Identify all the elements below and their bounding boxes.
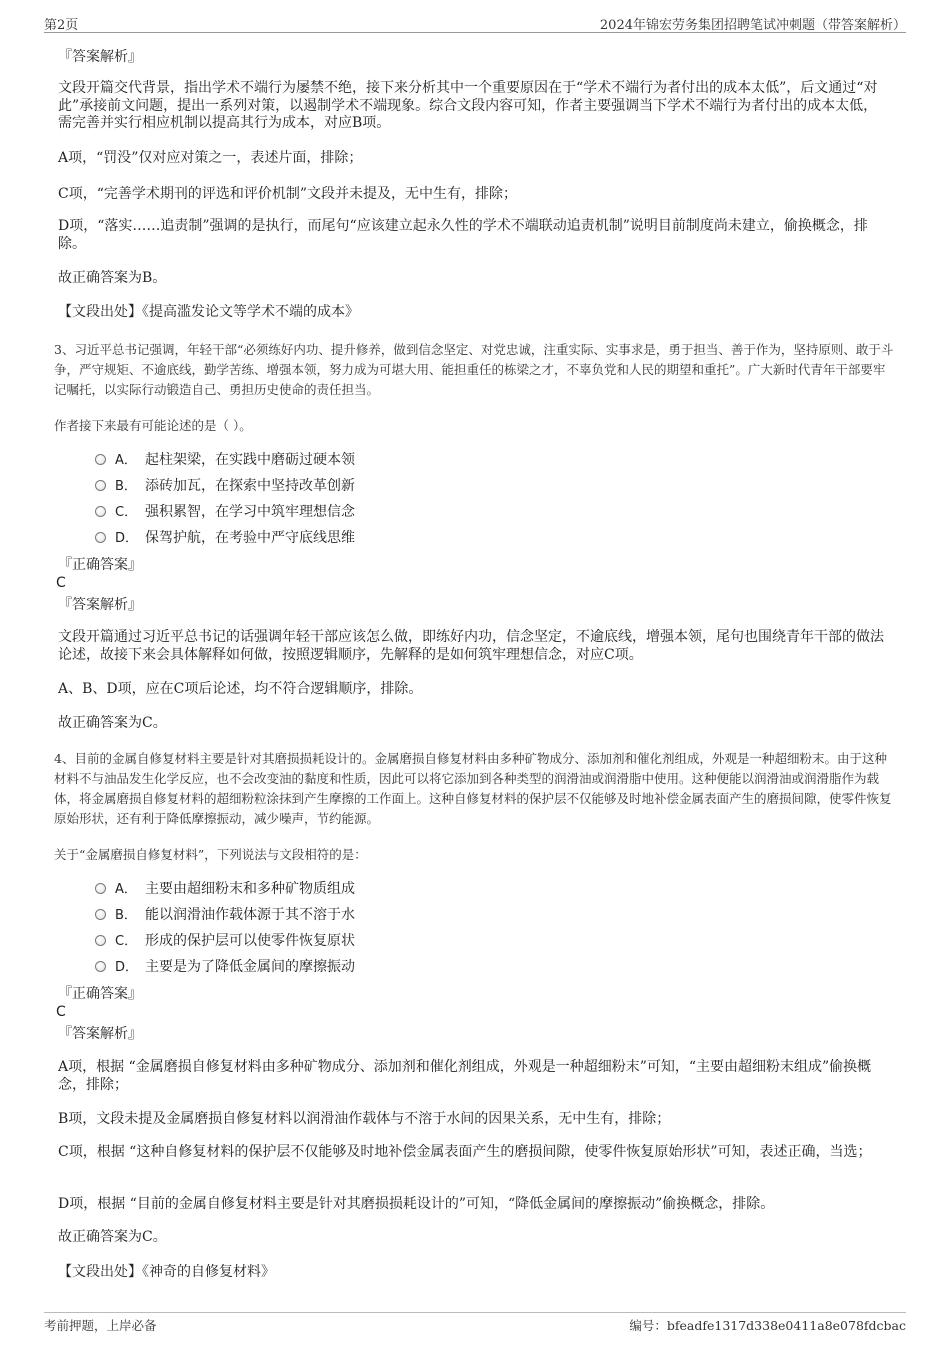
analysis-label: 『答案解析』: [58, 597, 142, 613]
question-prompt: 作者接下来最有可能论述的是（ ）。: [54, 418, 252, 433]
option-d[interactable]: D． 主要是为了降低金属间的摩擦振动: [95, 958, 355, 977]
page-header: [44, 10, 906, 33]
conclusion-text: 故正确答案为C。: [58, 1229, 167, 1245]
page-footer: [44, 1312, 906, 1337]
radio-icon[interactable]: [95, 909, 106, 920]
analysis-paragraph: B项，文段未提及金属磨损自修复材料以润滑油作载体与不溶于水间的因果关系，无中生有，排除；: [58, 1111, 671, 1127]
option-a[interactable]: A． 起柱架梁，在实践中磨砺过硬本领: [95, 451, 355, 470]
source-citation: 【文段出处】《提高滥发论文等学术不端的成本》: [58, 304, 359, 320]
question-stem: 3、习近平总书记强调，年轻干部“必须练好内功、提升修养，做到信念坚定、对党忠诚，注重实际、实事求是，勇于担当、善于作为，坚持原则、敢于斗争，严守规矩、不逾底线，勤学苦练、增强本领，努力成为可堪大用、能担重任的栋梁之才，不辜负党和人民的期望和重托”。广大新时代青年干部要牢记嘱托，以实际行动锻造自己、勇担历史使命的责任担当。: [54, 342, 894, 397]
radio-icon[interactable]: [95, 935, 106, 946]
document-id: 编号：bfeadfe1317d338e0411a8e078fdcbac: [629, 1318, 906, 1333]
analysis-paragraph: D项，根据 “目前的金属自修复材料主要是针对其磨损损耗设计的”可知，“降低金属间的摩擦振动”偷换概念，排除。: [58, 1196, 775, 1212]
question-prompt: 关于“金属磨损自修复材料”，下列说法与文段相符的是：: [54, 847, 367, 862]
analysis-label: 『答案解析』: [58, 1026, 142, 1042]
correct-answer-value: C: [56, 1004, 66, 1020]
footer-slogan: 考前押题，上岸必备: [44, 1318, 157, 1333]
correct-answer-value: C: [56, 575, 66, 591]
analysis-paragraph: D项，“落实……追责制”强调的是执行，而尾句“应该建立起永久性的学术不端联动追责机制”说明目前制度尚未建立，偷换概念，排除。: [58, 218, 868, 252]
option-c[interactable]: C． 强积累智，在学习中筑牢理想信念: [95, 503, 355, 522]
analysis-paragraph: A项，根据 “金属磨损自修复材料由多种矿物成分、添加剂和催化剂组成，外观是一种超细粉末”可知，“主要由超细粉末组成”偷换概念，排除；: [58, 1059, 872, 1093]
analysis-paragraph: 文段开篇通过习近平总书记的话强调年轻干部应该怎么做，即练好内功，信念坚定，不逾底线，增强本领，尾句也围绕青年干部的做法论述，故接下来会具体解释如何做，按照逻辑顺序，先解释的是如何筑牢理想信念，对应C项。: [58, 629, 884, 663]
conclusion-text: 故正确答案为B。: [58, 270, 167, 286]
radio-icon[interactable]: [95, 532, 106, 543]
conclusion-text: 故正确答案为C。: [58, 715, 167, 731]
analysis-paragraph: C项，根据 “这种自修复材料的保护层不仅能够及时地补偿金属表面产生的磨损间隙，使零件恢复原始形状”可知，表述正确，当选；: [58, 1144, 872, 1160]
analysis-paragraph: 文段开篇交代背景，指出学术不端行为屡禁不绝，接下来分析其中一个重要原因在于“学术不端行为者付出的成本太低”，后文通过“对此”承接前文问题，提出一系列对策，以遏制学术不端现象。综合文段内容可知，作者主要强调当下学术不端行为者付出的成本太低，需完善并实行相应机制以提高其行为成本，对应B项。: [58, 80, 878, 131]
option-b[interactable]: B． 能以润滑油作载体源于其不溶于水: [95, 906, 355, 925]
option-c[interactable]: C． 形成的保护层可以使零件恢复原状: [95, 932, 355, 951]
analysis-paragraph: A、B、D项，应在C项后论述，均不符合逻辑顺序，排除。: [58, 681, 423, 697]
question-stem: 4、目前的金属自修复材料主要是针对其磨损损耗设计的。金属磨损自修复材料由多种矿物成分、添加剂和催化剂组成，外观是一种超细粉末。由于这种材料不与油品发生化学反应，也不会改变油的黏度和性质，因此可以将它添加到各种类型的润滑油或润滑脂中使用。这种便能以润滑油或润滑脂作为载体，将金属磨损自修复材料的超细粉粒涂抹到产生摩擦的工作面上。这种自修复材料的保护层不仅能够及时地补偿金属表面产生的磨损间隙，使零件恢复原始形状，还有利于降低摩擦振动，减少噪声，节约能源。: [54, 751, 892, 826]
correct-answer-label: 『正确答案』: [58, 986, 142, 1002]
analysis-paragraph: C项，“完善学术期刊的评选和评价机制”文段并未提及，无中生有，排除；: [58, 186, 518, 202]
radio-icon[interactable]: [95, 454, 106, 465]
source-citation: 【文段出处】《神奇的自修复材料》: [58, 1264, 275, 1280]
radio-icon[interactable]: [95, 883, 106, 894]
radio-icon[interactable]: [95, 961, 106, 972]
page-number: 第2页: [44, 18, 79, 33]
option-a[interactable]: A． 主要由超细粉末和多种矿物质组成: [95, 880, 355, 899]
option-d[interactable]: D． 保驾护航，在考验中严守底线思维: [95, 529, 355, 548]
correct-answer-label: 『正确答案』: [58, 557, 142, 573]
analysis-label: 『答案解析』: [58, 49, 142, 65]
document-title: 2024年锦宏劳务集团招聘笔试冲刺题（带答案解析）: [599, 18, 906, 33]
radio-icon[interactable]: [95, 506, 106, 517]
radio-icon[interactable]: [95, 480, 106, 491]
option-b[interactable]: B． 添砖加瓦，在探索中坚持改革创新: [95, 477, 355, 496]
analysis-paragraph: A项，“罚没”仅对应对策之一，表述片面，排除；: [58, 150, 363, 166]
